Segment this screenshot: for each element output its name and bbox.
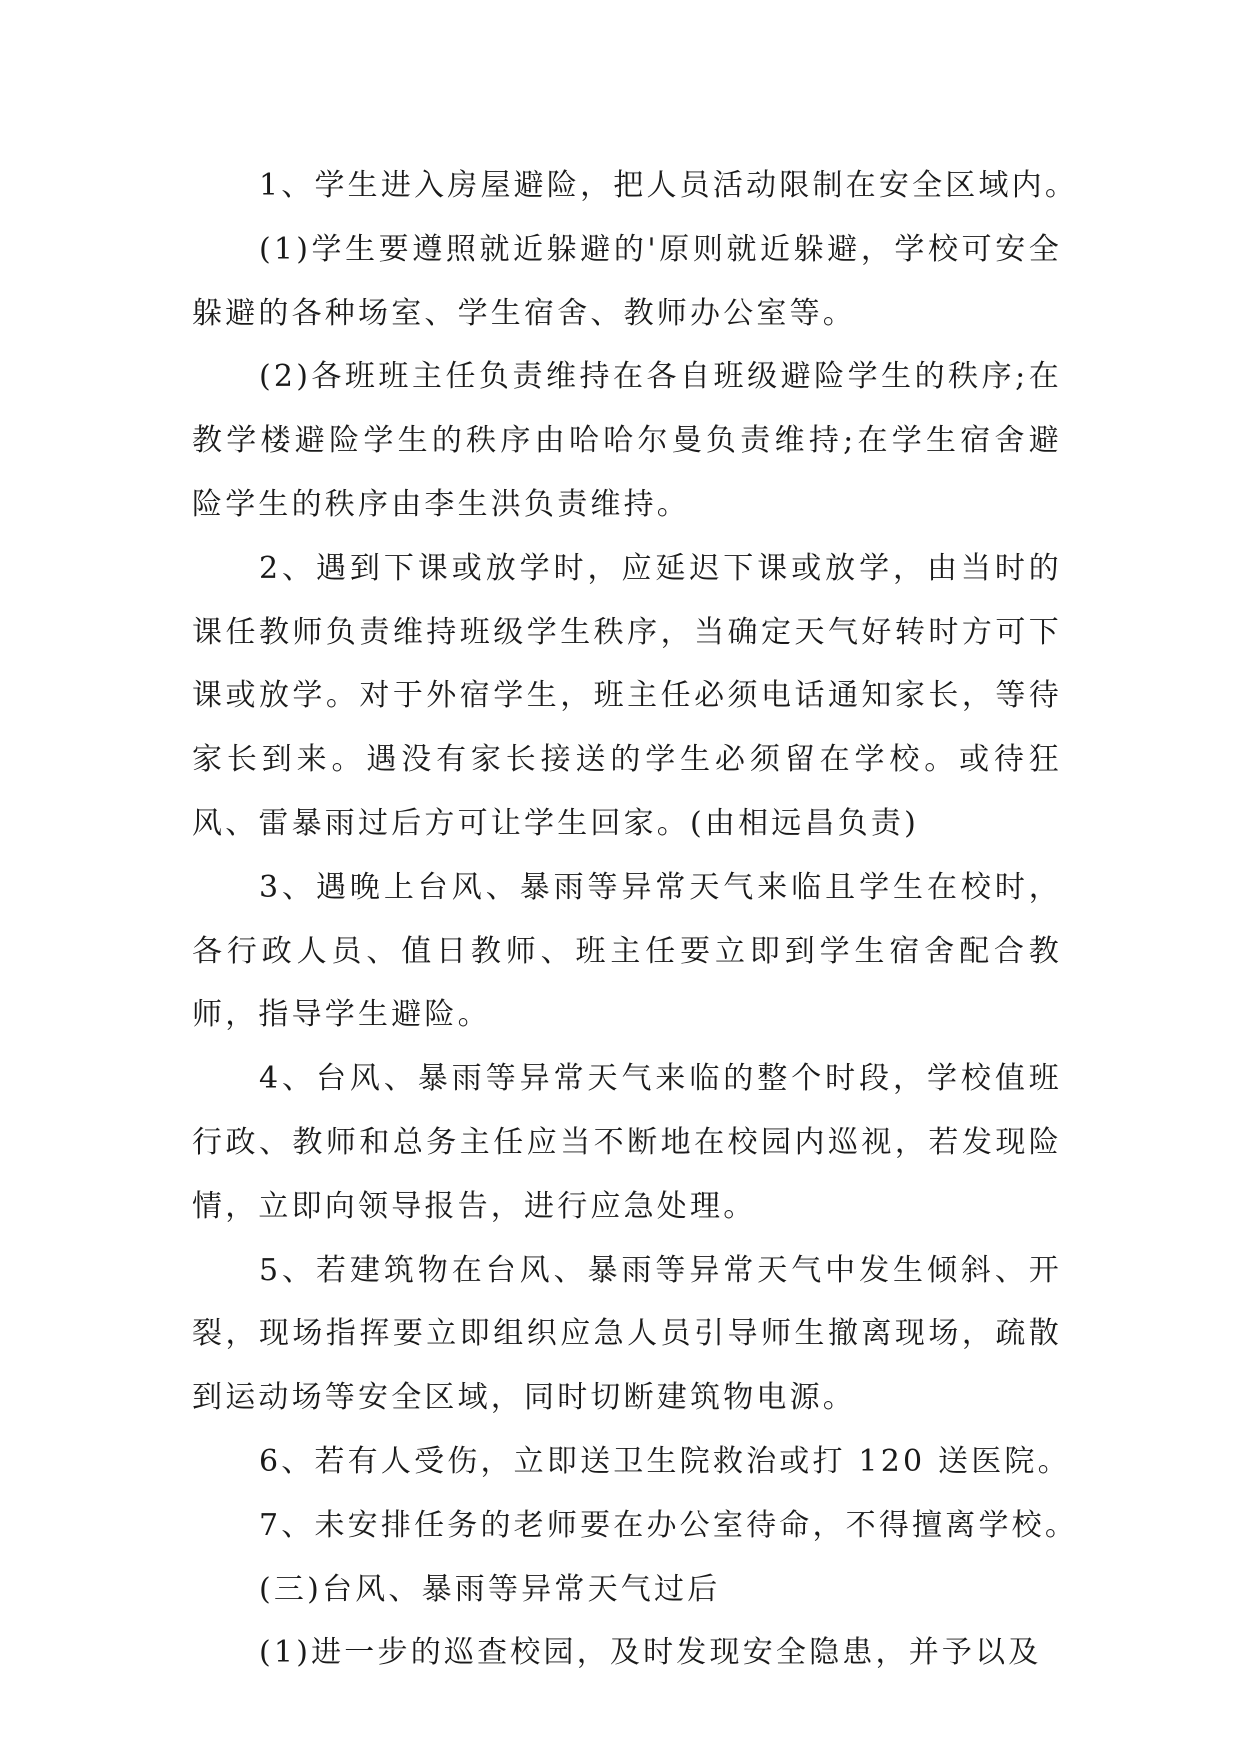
document-body xyxy=(192,154,1079,1685)
paragraph-item-4: 4、台风、暴雨等异常天气来临的整个时段，学校值班行政、教师和总务主任应当不断地在校园内巡视，若发现险情，立即向领导报告，进行应急处理。 xyxy=(192,1061,1062,1224)
paragraph-item-1-2: (2)各班班主任负责维持在各自班级避险学生的秩序;在教学楼避险学生的秩序由哈哈尔曼负责维持;在学生宿舍避险学生的秩序由李生洪负责维持。 xyxy=(192,359,1062,522)
section-heading-3: (三)台风、暴雨等异常天气过后 xyxy=(259,1571,721,1607)
paragraph-item-7: 7、未安排任务的老师要在办公室待命，不得擅离学校。 xyxy=(259,1507,1079,1543)
paragraph-item-5: 5、若建筑物在台风、暴雨等异常天气中发生倾斜、开裂，现场指挥要立即组织应急人员引导师生撤离现场，疏散到运动场等安全区域，同时切断建筑物电源。 xyxy=(192,1252,1062,1416)
paragraph-item-1-1: (1)学生要遵照就近躲避的'原则就近躲避，学校可安全躲避的各种场室、学生宿舍、教师办公室等。 xyxy=(192,231,1062,331)
paragraph-item-3: 3、遇晚上台风、暴雨等异常天气来临且学生在校时，各行政人员、值日教师、班主任要立即到学生宿舍配合教师，指导学生避险。 xyxy=(192,869,1062,1033)
paragraph-item-1: 1、学生进入房屋避险，把人员活动限制在安全区域内。 xyxy=(259,168,1079,203)
paragraph-item-3-1: (1)进一步的巡查校园，及时发现安全隐患，并予以及 xyxy=(259,1635,1042,1671)
paragraph-item-2: 2、遇到下课或放学时，应延迟下课或放学，由当时的课任教师负责维持班级学生秩序，当确定天气好转时方可下课或放学。对于外宿学生，班主任必须电话通知家长，等待家长到来。遇没有家长接送的学生必须留在学校。或待狂风、雷暴雨过后方可让学生回家。(由相远昌负责) xyxy=(192,550,1062,841)
paragraph-item-6: 6、若有人受伤，立即送卫生院救治或打 120 送医院。 xyxy=(259,1443,1071,1479)
